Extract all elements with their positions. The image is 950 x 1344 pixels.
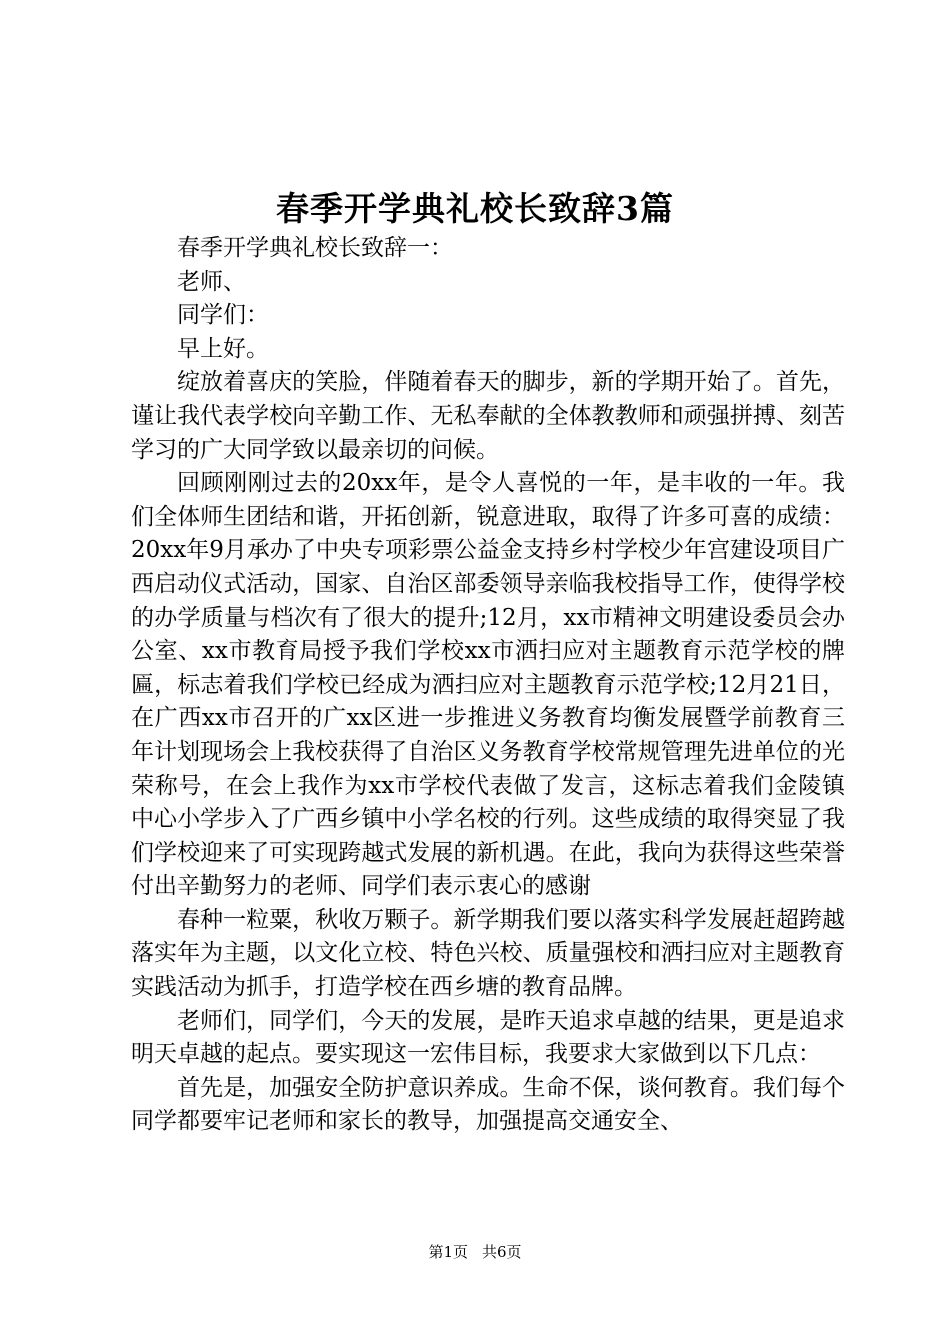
page-footer <box>0 1242 950 1262</box>
document-title: 春季开学典礼校长致辞3篇 <box>276 189 674 228</box>
document-body <box>131 232 845 1139</box>
body-paragraph: 回顾刚刚过去的20xx年，是令人喜悦的一年，是丰收的一年。我们全体师生团结和谐，开拓创新，锐意进取，取得了许多可喜的成绩：20xx年9月承办了中央专项彩票公益金支持乡村学校少年宫建设项目广西启动仪式活动，国家、自治区部委领导亲临我校指导工作，使得学校的办学质量与档次有了很大的提升;12月，xx市精神文明建设委员会办公室、xx市教育局授予我们学校xx市洒扫应对主题教育示范学校的牌匾，标志着我们学校已经成为洒扫应对主题教育示范学校;12月21日，在广西xx市召开的广xx区进一步推进义务教育均衡发展暨学前教育三年计划现场会上我校获得了自治区义务教育学校常规管理先进单位的光荣称号，在会上我作为xx市学校代表做了发言，这标志着我们金陵镇中心小学步入了广西乡镇中小学名校的行列。这些成绩的取得突显了我们学校迎来了可实现跨越式发展的新机遇。在此，我向为获得这些荣誉付出辛勤努力的老师、同学们表示衷心的感谢 <box>131 470 845 900</box>
page-total: 共6页 <box>482 1243 522 1261</box>
salutation-students: 同学们： <box>177 302 269 329</box>
greeting: 早上好。 <box>177 335 269 362</box>
salutation-teachers: 老师、 <box>177 268 246 295</box>
body-paragraph: 绽放着喜庆的笑脸，伴随着春天的脚步，新的学期开始了。首先，谨让我代表学校向辛勤工作、无私奉献的全体教教师和顽强拼搏、刻苦学习的广大同学致以最亲切的问候。 <box>131 369 845 463</box>
salutation-heading: 春季开学典礼校长致辞一： <box>177 235 453 261</box>
body-paragraph: 首先是，加强安全防护意识养成。生命不保，谈何教育。我们每个同学都要牢记老师和家长的教导，加强提高交通安全、 <box>131 1074 845 1135</box>
body-paragraph: 春种一粒粟，秋收万颗子。新学期我们要以落实科学发展赶超跨越落实年为主题，以文化立校、特色兴校、质量强校和洒扫应对主题教育实践活动为抓手，打造学校在西乡塘的教育品牌。 <box>131 906 845 1001</box>
body-paragraph: 老师们，同学们，今天的发展，是昨天追求卓越的结果，更是追求明天卓越的起点。要实现这一宏伟目标，我要求大家做到以下几点： <box>131 1007 845 1068</box>
page-number: 第1页 <box>428 1243 468 1261</box>
